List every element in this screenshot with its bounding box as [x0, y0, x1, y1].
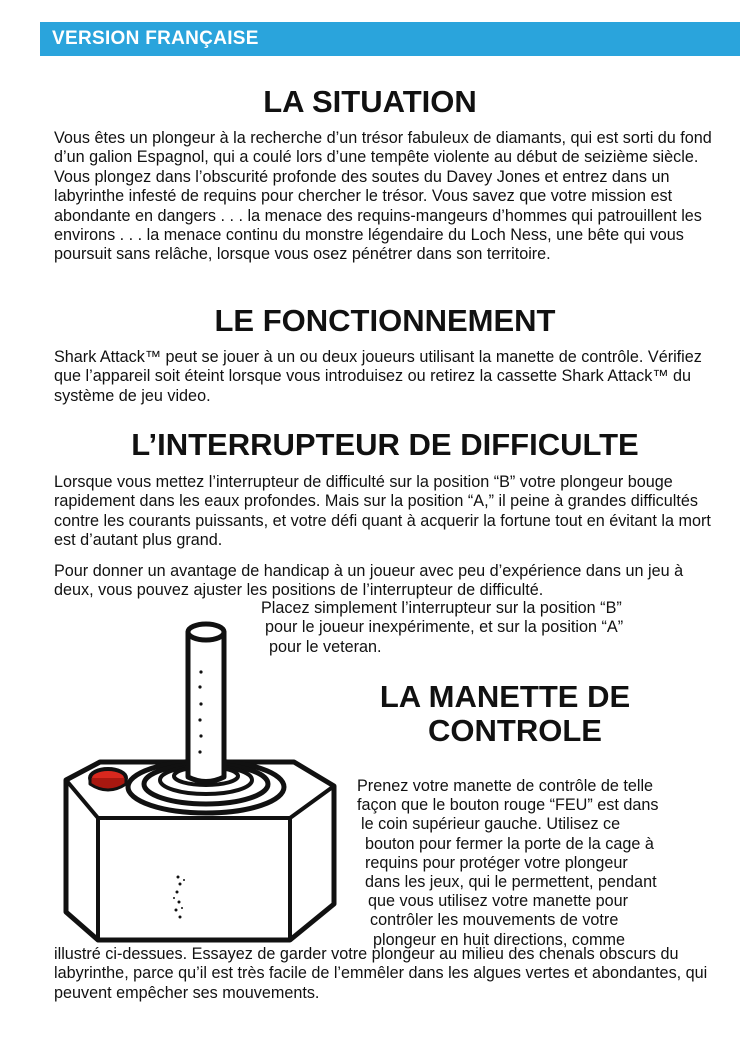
title-manette-line2: CONTROLE	[428, 713, 602, 748]
p2-line: pour le joueur inexpérimente, et sur la position “A”	[265, 618, 624, 637]
manette-line: requins pour protéger votre plongeur	[365, 853, 628, 872]
title-fonctionnement: LE FONCTIONNEMENT	[214, 303, 556, 338]
manette-line: dans les jeux, qui le permettent, pendant	[365, 873, 657, 892]
manette-line: le coin supérieur gauche. Utilisez ce	[361, 815, 621, 834]
manette-line: Prenez votre manette de contrôle de telle	[357, 777, 654, 795]
manette-line: contrôler les mouvements de votre	[370, 911, 619, 930]
p2-line: pour le veteran.	[269, 637, 382, 656]
text-manette-tail: illustré ci-dessues. Essayez de garder votre plongeur au milieu des chenals obscurs du labyrinthe, parce qu’il est très facile de l’emmêler dans les algues vertes et abondantes, qui peuvent empêcher ses mouvements.	[54, 945, 708, 1002]
text-interrupteur-p1: Lorsque vous mettez l’interrupteur de difficulté sur la position “B” votre plongeur bouge rapidement dans les eaux profondes. Mais sur la position “A,” il peine à grandes difficultés contre les courants puissants, et votre défi quant à acquerir la fortune tout en évitant la mort est d’autant plus grand.	[54, 473, 711, 550]
manette-line: plongeur en huit directions, comme	[373, 930, 625, 949]
title-manette-line1: LA MANETTE DE	[379, 679, 631, 714]
text-interrupteur-p2: Pour donner un avantage de handicap à un joueur avec peu d’expérience dans un jeu à deux, vous pouvez ajuster les positions de l’interrupteur de difficulté.	[54, 562, 684, 600]
manette-line: bouton pour fermer la porte de la cage à	[365, 834, 654, 853]
banner-label: VERSION FRANÇAISE	[52, 28, 259, 49]
manette-line: que vous utilisez votre manette pour	[368, 892, 629, 911]
language-banner	[40, 22, 740, 56]
text-situation: Vous êtes un plongeur à la recherche d’un trésor fabuleux de diamants, qui est sorti du fond d’un galion Espagnol, qui a coulé lors d’une tempête violente au début de seizième siècle. Vous plongez dans l’obscurité profonde des soutes du Davey Jones et entrez dans un labyrinthe infesté de requins pour chercher le trésor. Vous savez que votre mission est abondante en dangers . . . la menace des requins-mangeurs d’hommes qui patrouillent les environs . . . la menace continu du monstre légendaire du Loch Ness, une bête qui vous poursuit sans relâche, lorsque vous osez pénétrer dans son territoire.	[54, 129, 712, 264]
text-fonctionnement: Shark Attack™ peut se jouer à un ou deux joueurs utilisant la manette de contrôle. Vérifiez que l’appareil soit éteint lorsque vous introduisez ou retirez la cassette Shark Attack™ du système de jeu video.	[54, 348, 702, 405]
manette-line: façon que le bouton rouge “FEU” est dans	[357, 796, 659, 815]
joystick-icon	[58, 612, 348, 957]
title-situation: LA SITUATION	[263, 84, 477, 119]
title-interrupteur: L’INTERRUPTEUR DE DIFFICULTE	[131, 427, 639, 462]
p2-line: Placez simplement l’interrupteur sur la position “B”	[261, 599, 622, 617]
